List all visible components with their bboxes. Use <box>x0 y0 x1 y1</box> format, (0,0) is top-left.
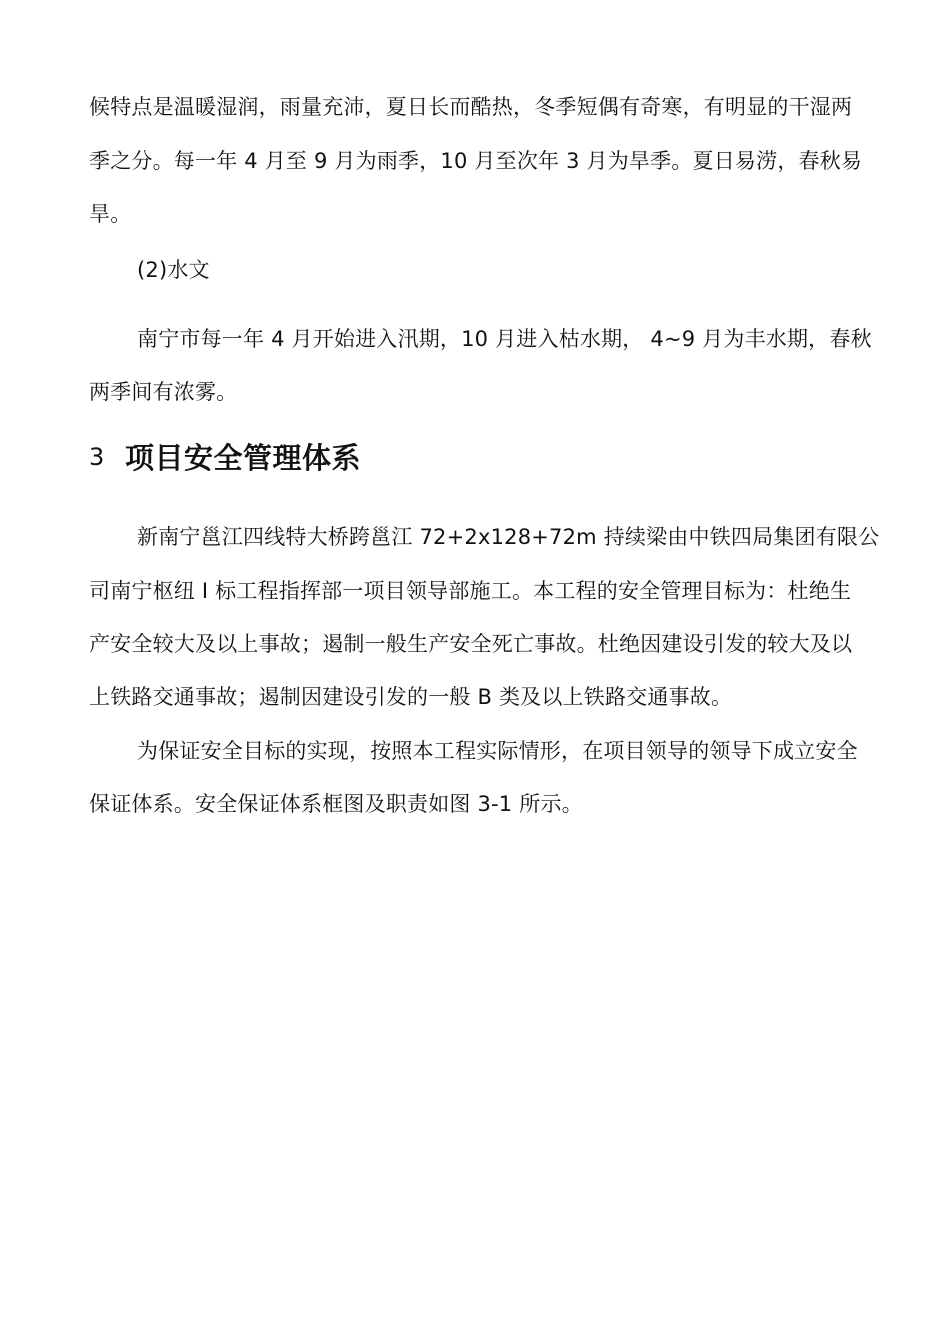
section-heading <box>89 436 361 476</box>
paragraph2-line-1: 为保证安全目标的实现，按照本工程实际情形，在项目领导的领导下成立安全 <box>137 739 858 763</box>
paragraph1-line-1: 新南宁邕江四线特大桥跨邕江 72+2x128+72m 持续梁由中铁四局集团有限公 <box>137 525 880 549</box>
hydrology-line-1: 南宁市每一年 4 月开始进入汛期，10 月进入枯水期， 4~9 月为丰水期，春秋 <box>137 327 872 351</box>
section-title: 项目安全管理体系 <box>125 441 362 475</box>
section-number: 3 <box>89 442 105 471</box>
climate-line-1: 候特点是温暖湿润，雨量充沛，夏日长而酷热，冬季短偶有奇寒，有明显的干湿两 <box>89 95 853 119</box>
paragraph1-line-3: 产安全较大及以上事故；遏制一般生产安全死亡事故。杜绝因建设引发的较大及以 <box>89 632 853 656</box>
paragraph1-line-2: 司南宁枢纽 I 标工程指挥部一项目领导部施工。本工程的安全管理目标为：杜绝生 <box>89 579 852 603</box>
hydrology-subheading: (2)水文 <box>137 258 210 282</box>
climate-line-3: 旱。 <box>89 202 132 226</box>
paragraph2-line-2: 保证体系。安全保证体系框图及职责如图 3-1 所示。 <box>89 792 583 816</box>
hydrology-line-2: 两季间有浓雾。 <box>89 380 238 404</box>
paragraph1-line-4: 上铁路交通事故；遏制因建设引发的一般 B 类及以上铁路交通事故。 <box>89 685 733 709</box>
climate-line-2: 季之分。每一年 4 月至 9 月为雨季，10 月至次年 3 月为旱季。夏日易涝，春秋易 <box>89 149 863 173</box>
